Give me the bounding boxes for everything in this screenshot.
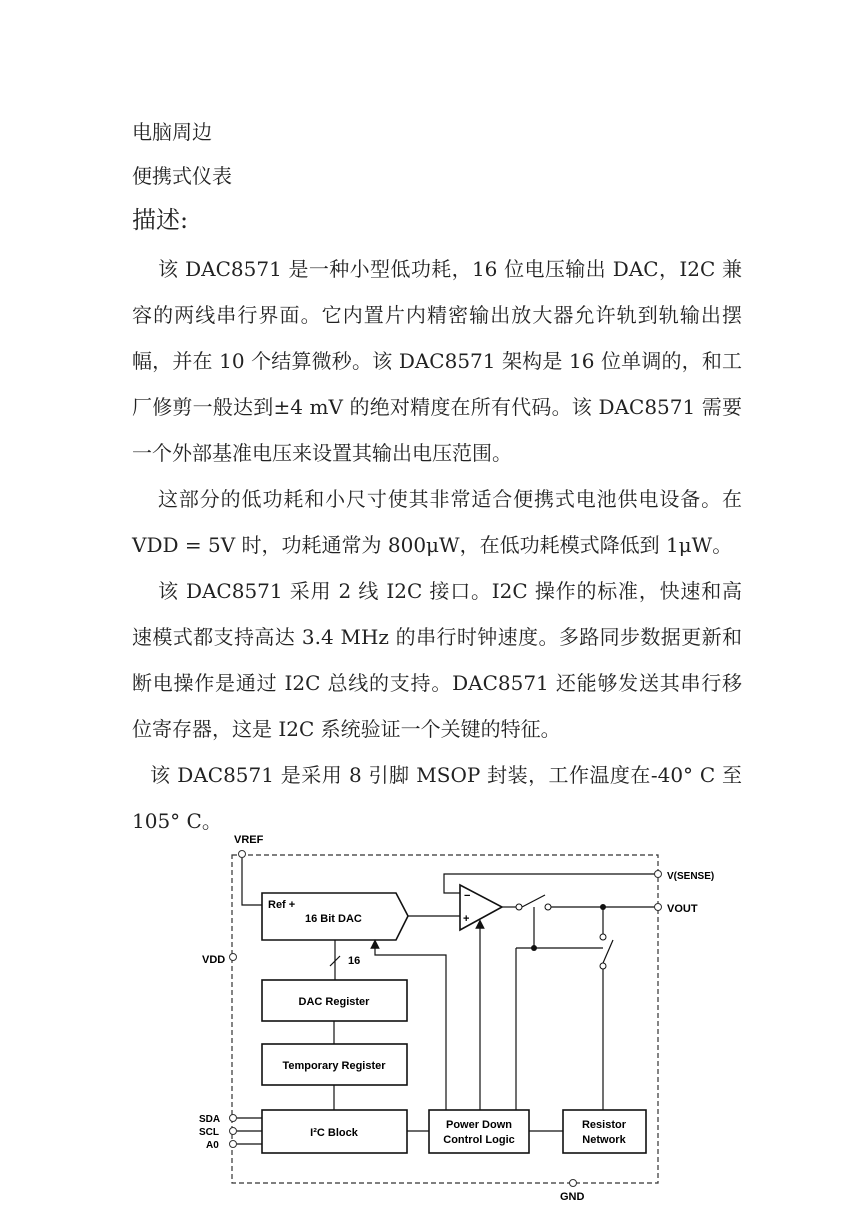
vout-label: VOUT bbox=[667, 903, 698, 915]
bus-width-label: 16 bbox=[348, 955, 361, 967]
section-heading: 描述: bbox=[132, 206, 189, 234]
switch-contact-d bbox=[600, 963, 606, 969]
a0-pin bbox=[230, 1141, 237, 1148]
paragraph-text: 该 DAC8571 是采用 8 引脚 MSOP 封装，工作温度在-40° C 至 105° C。 bbox=[132, 763, 742, 833]
vsense-feedback-wire bbox=[444, 874, 655, 893]
gnd-label: GND bbox=[560, 1191, 585, 1203]
i2c-block-label: I²C Block bbox=[310, 1127, 358, 1139]
switch-contact-b bbox=[545, 904, 551, 910]
opamp-plus: + bbox=[463, 913, 470, 925]
vout-pin bbox=[655, 904, 662, 911]
vsense-label: V(SENSE) bbox=[667, 871, 715, 882]
vref-wire bbox=[242, 858, 262, 905]
list-item-portable-instruments: 便携式仪表 bbox=[132, 164, 232, 188]
power-down-label-1: Power Down bbox=[445, 1119, 513, 1131]
vref-label: VREF bbox=[234, 834, 264, 846]
dac-label: 16 Bit DAC bbox=[305, 913, 362, 925]
sda-label: SDA bbox=[199, 1114, 221, 1125]
list-item-computer-peripherals: 电脑周边 bbox=[132, 120, 212, 144]
output-switch bbox=[522, 895, 545, 907]
vref-pin bbox=[239, 851, 246, 858]
gnd-pin bbox=[570, 1180, 577, 1187]
vdd-label: VDD bbox=[202, 954, 226, 966]
power-down-label-2: Control Logic bbox=[443, 1134, 515, 1146]
ref-plus-label: Ref + bbox=[268, 899, 296, 911]
resistor-label-1: Resistor bbox=[581, 1119, 627, 1131]
resistor-label-2: Network bbox=[582, 1134, 626, 1146]
a0-label: A0 bbox=[206, 1140, 219, 1151]
paragraph-text: 这部分的低功耗和小尺寸使其非常适合便携式电池供电设备。在 VDD = 5V 时，功耗通常为 800μW，在低功耗模式降低到 1μW。 bbox=[132, 487, 742, 557]
sda-pin bbox=[230, 1115, 237, 1122]
vsense-pin bbox=[655, 871, 662, 878]
scl-pin bbox=[230, 1128, 237, 1135]
switch-contact-a bbox=[516, 904, 522, 910]
power-down-logic-block bbox=[429, 1110, 529, 1153]
paragraph-text: 该 DAC8571 是一种小型低功耗，16 位电压输出 DAC，I2C 兼容的两线串行界面。它内置片内精密输出放大器允许轨到轨输出摆幅，并在 10 个结算微秒。该 DAC8571 架构是 16 位单调的，和工厂修剪一般达到±4 mV 的绝对精度在所有代码。该 DAC8571 需要一个外部基准电压来设置其输出电压范围。 bbox=[132, 257, 742, 465]
opamp-minus: − bbox=[464, 890, 471, 902]
switch-contact-c bbox=[600, 934, 606, 940]
resistor-network-block bbox=[563, 1110, 646, 1153]
paragraph-text: 该 DAC8571 采用 2 线 I2C 接口。I2C 操作的标准，快速和高速模式都支持高达 3.4 MHz 的串行时钟速度。多路同步数据更新和断电操作是通过 I2C 总线的支持。DAC8571 还能够发送其串行移位寄存器，这是 I2C 系统验证一个关键的特征。 bbox=[132, 579, 742, 741]
dac-register-label: DAC Register bbox=[298, 996, 370, 1008]
scl-label: SCL bbox=[199, 1127, 219, 1138]
vdd-pin bbox=[230, 954, 237, 961]
pulldown-switch bbox=[603, 940, 613, 963]
temporary-register-label: Temporary Register bbox=[282, 1060, 386, 1072]
